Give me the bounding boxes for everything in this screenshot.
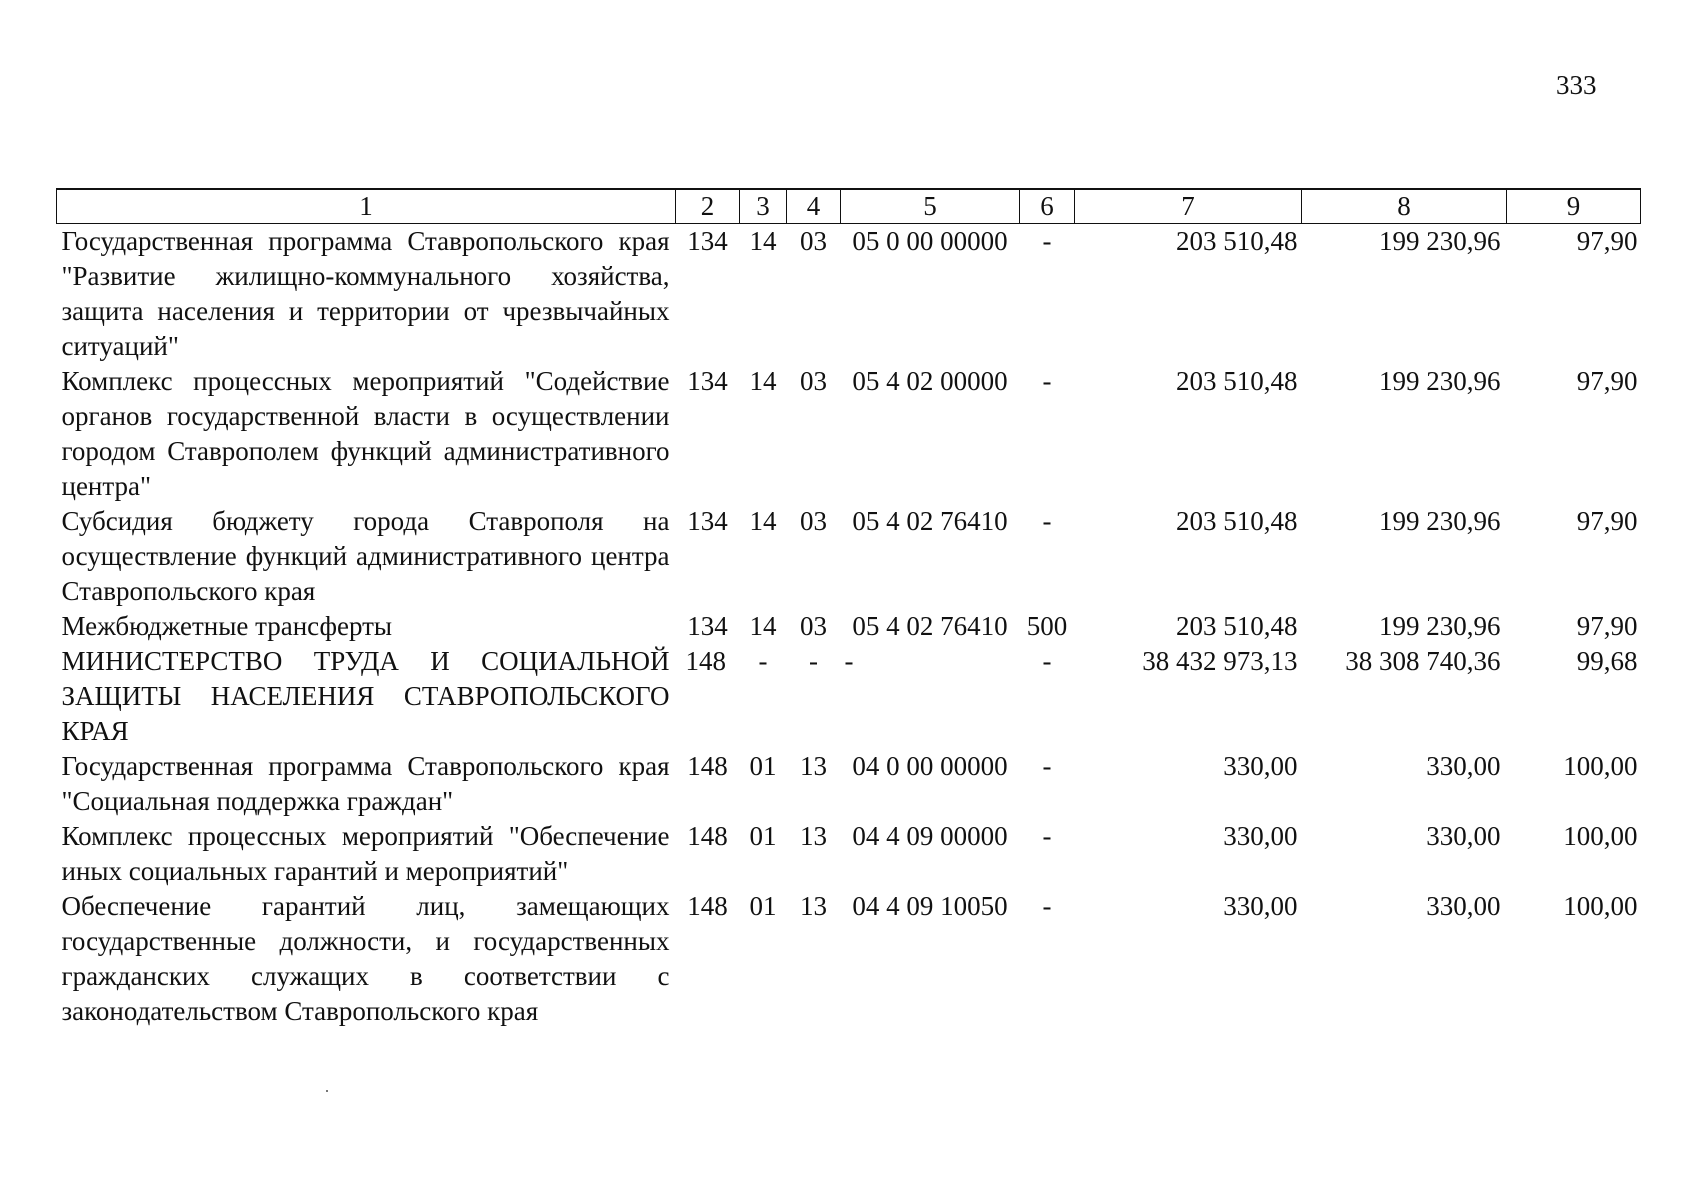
column-header-2: 2: [676, 189, 740, 224]
row-col-2: 148: [687, 891, 728, 921]
row-col-7: 38 432 973,13: [1142, 646, 1298, 676]
row-col-2: 148: [687, 751, 728, 781]
row-col-2: 148: [687, 821, 728, 851]
row-name: Комплекс процессных мероприятий "Содействие органов государственной власти в осуществлении городом Ставрополем функций административного центра": [61, 366, 670, 501]
row-col-5: -: [844, 646, 854, 676]
row-col-6: -: [1042, 506, 1052, 536]
scan-speck: [326, 1090, 328, 1092]
row-name: Обеспечение гарантий лиц, замещающих государственные должности, и государственных гражданских служащих в соответствии с законодательством Ставропольского края: [61, 891, 670, 1026]
row-col-5: 05 4 02 00000: [852, 366, 1008, 396]
row-col-5: 05 0 00 00000: [852, 226, 1008, 256]
row-col-3: 14: [749, 366, 777, 396]
column-header-1: 1: [57, 189, 676, 224]
row-col-8: 199 230,96: [1379, 506, 1501, 536]
table-row: [57, 819, 1641, 889]
row-col-5: 05 4 02 76410: [852, 611, 1008, 641]
column-header-7: 7: [1075, 189, 1302, 224]
row-col-6: -: [1042, 646, 1052, 676]
column-header-8: 8: [1302, 189, 1507, 224]
row-col-9: 100,00: [1563, 891, 1638, 921]
row-col-7: 203 510,48: [1176, 366, 1298, 396]
row-col-4: 03: [800, 226, 827, 256]
row-name: Государственная программа Ставропольского края "Социальная поддержка граждан": [61, 751, 670, 816]
row-col-7: 203 510,48: [1176, 611, 1298, 641]
row-col-9: 100,00: [1563, 751, 1638, 781]
row-col-3: 14: [749, 226, 777, 256]
row-col-2: 134: [687, 226, 728, 256]
row-col-4: -: [809, 646, 818, 676]
row-col-8: 38 308 740,36: [1345, 646, 1501, 676]
row-col-4: 03: [800, 366, 827, 396]
budget-table: [56, 188, 1641, 1029]
row-col-5: 04 0 00 00000: [852, 751, 1008, 781]
row-col-3: 14: [749, 506, 777, 536]
header-row: [57, 189, 1641, 224]
row-col-4: 13: [800, 821, 827, 851]
table-row: [57, 224, 1641, 365]
row-col-9: 97,90: [1576, 226, 1638, 256]
table-row: [57, 889, 1641, 1029]
row-col-3: -: [758, 646, 768, 676]
table-row: [57, 609, 1641, 644]
row-col-6: -: [1042, 821, 1052, 851]
row-col-6: -: [1042, 891, 1052, 921]
row-col-6: -: [1042, 226, 1052, 256]
row-col-9: 100,00: [1563, 821, 1638, 851]
row-col-8: 330,00: [1426, 821, 1501, 851]
row-col-9: 97,90: [1576, 506, 1638, 536]
row-col-4: 13: [800, 751, 827, 781]
row-col-9: 97,90: [1576, 366, 1638, 396]
column-header-5: 5: [841, 189, 1020, 224]
row-col-8: 199 230,96: [1379, 611, 1501, 641]
row-name: МИНИСТЕРСТВО ТРУДА И СОЦИАЛЬНОЙ ЗАЩИТЫ НАСЕЛЕНИЯ СТАВРОПОЛЬСКОГО КРАЯ: [61, 646, 670, 746]
row-col-9: 97,90: [1576, 611, 1638, 641]
row-col-8: 330,00: [1426, 751, 1501, 781]
row-col-3: 14: [749, 611, 777, 641]
row-col-7: 203 510,48: [1176, 226, 1298, 256]
row-col-6: -: [1042, 366, 1052, 396]
row-col-3: 01: [749, 891, 777, 921]
column-header-6: 6: [1020, 189, 1075, 224]
row-col-8: 199 230,96: [1379, 226, 1501, 256]
row-col-2: 134: [687, 611, 728, 641]
table-header: [57, 189, 1641, 224]
row-col-3: 01: [749, 751, 777, 781]
column-header-9: 9: [1507, 189, 1641, 224]
row-col-4: 03: [800, 611, 827, 641]
row-col-5: 05 4 02 76410: [852, 506, 1008, 536]
column-header-4: 4: [787, 189, 841, 224]
row-name: Субсидия бюджету города Ставрополя на осуществление функций административного центра Ставропольского края: [61, 506, 670, 606]
row-col-5: 04 4 09 00000: [852, 821, 1008, 851]
row-name: Комплекс процессных мероприятий "Обеспечение иных социальных гарантий и мероприятий": [61, 821, 670, 886]
table-row: [57, 644, 1641, 749]
table-row: [57, 504, 1641, 609]
row-col-2: 134: [687, 506, 728, 536]
row-col-9: 99,68: [1576, 646, 1638, 676]
row-col-7: 330,00: [1223, 891, 1298, 921]
table-row: [57, 749, 1641, 819]
row-name: Государственная программа Ставропольского края "Развитие жилищно-коммунального хозяйства, защита населения и территории от чрезвычайных ситуаций": [61, 226, 670, 361]
row-col-7: 330,00: [1223, 821, 1298, 851]
row-col-8: 199 230,96: [1379, 366, 1501, 396]
row-col-6: -: [1042, 751, 1052, 781]
row-col-7: 330,00: [1223, 751, 1298, 781]
row-col-7: 203 510,48: [1176, 506, 1298, 536]
row-col-5: 04 4 09 10050: [852, 891, 1008, 921]
row-col-3: 01: [749, 821, 777, 851]
row-col-2: 148: [685, 646, 726, 676]
row-col-2: 134: [687, 366, 728, 396]
row-col-4: 13: [800, 891, 827, 921]
table-body: [57, 224, 1641, 1030]
column-header-3: 3: [740, 189, 787, 224]
row-name: Межбюджетные трансферты: [61, 611, 393, 641]
page-number: 333: [1556, 70, 1597, 100]
row-col-4: 03: [800, 506, 827, 536]
table-row: [57, 364, 1641, 504]
row-col-8: 330,00: [1426, 891, 1501, 921]
row-col-6: 500: [1026, 611, 1068, 641]
